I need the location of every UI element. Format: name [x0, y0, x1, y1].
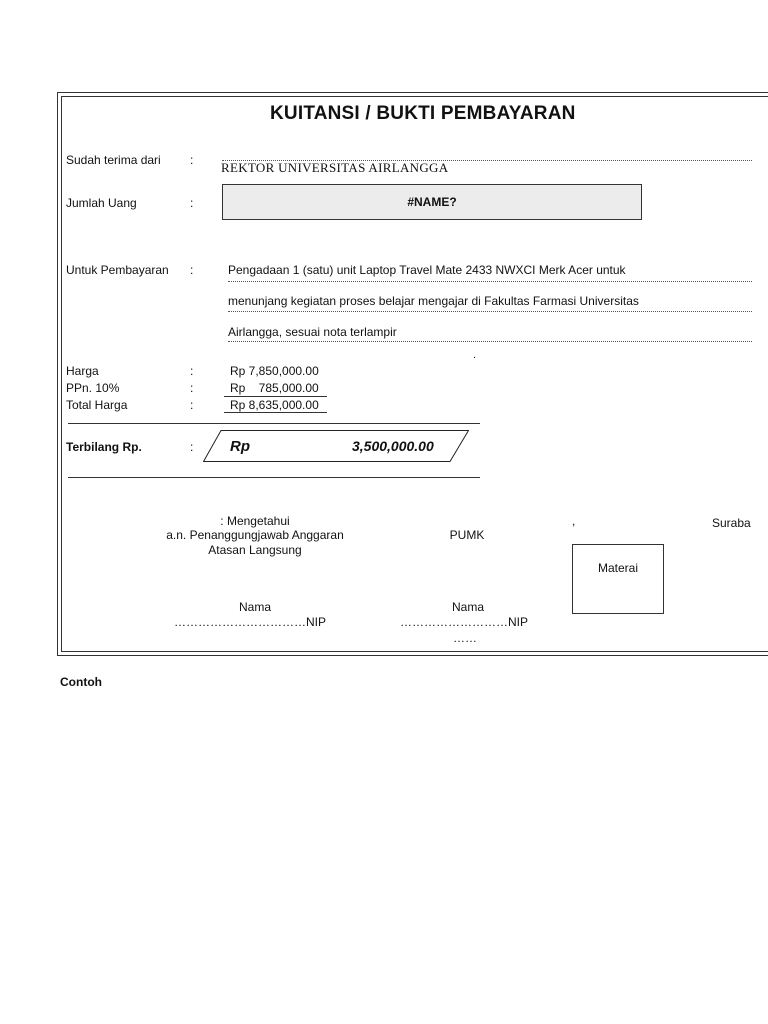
pumk-text: PUMK	[449, 528, 485, 542]
subtotal-rule	[224, 396, 327, 397]
terbilang-colon: :	[190, 440, 194, 454]
total-label: Total Harga	[66, 398, 128, 412]
date-comma: ,	[572, 514, 576, 528]
terbilang-bottom-rule	[68, 477, 480, 478]
terbilang-top-rule	[68, 423, 480, 424]
purpose-line-1: Pengadaan 1 (satu) unit Laptop Travel Mate 2433 NWXCI Merk Acer untuk	[228, 263, 626, 277]
materai-box	[572, 544, 664, 614]
harga-label: Harga	[66, 364, 99, 378]
terbilang-currency: Rp	[230, 438, 250, 455]
purpose-dotted-line-3	[228, 341, 752, 342]
ppn-value: Rp 785,000.00	[230, 381, 319, 395]
contoh-label: Contoh	[60, 675, 102, 689]
harga-value: Rp 7,850,000.00	[230, 364, 319, 378]
mengetahui-text: : Mengetahui	[220, 514, 290, 528]
total-underline	[224, 412, 327, 413]
purpose-colon: :	[190, 263, 194, 277]
amount-value: #NAME?	[407, 195, 457, 209]
nip-right-continuation: ……	[453, 631, 477, 645]
nip-left-line: ……………………………NIP	[174, 615, 327, 629]
city-text: Suraba	[712, 516, 751, 530]
received-from-label: Sudah terima dari	[66, 153, 161, 167]
nama-right-label: Nama	[451, 600, 484, 614]
purpose-dotted-line-2	[228, 311, 752, 312]
materai-label: Materai	[597, 561, 638, 575]
received-from-colon: :	[190, 153, 194, 167]
terbilang-label: Terbilang Rp.	[66, 440, 142, 454]
an-penanggungjawab-text: a.n. Penanggungjawab Anggaran	[166, 528, 344, 542]
total-colon: :	[190, 398, 194, 412]
purpose-line-3: Airlangga, sesuai nota terlampir	[228, 325, 397, 339]
ppn-label: PPn. 10%	[66, 381, 120, 395]
amount-colon: :	[190, 196, 194, 210]
amount-label: Jumlah Uang	[66, 196, 137, 210]
receipt-title: KUITANSI / BUKTI PEMBAYARAN	[270, 103, 576, 124]
received-from-value: REKTOR UNIVERSITAS AIRLANGGA	[221, 160, 449, 175]
stray-dot: .	[473, 349, 477, 361]
total-value: Rp 8,635,000.00	[230, 398, 319, 412]
atasan-langsung-text: Atasan Langsung	[208, 543, 302, 557]
purpose-dotted-line-1	[228, 281, 752, 282]
harga-colon: :	[190, 364, 194, 378]
nip-right-line: ………………………NIP	[400, 615, 529, 629]
ppn-colon: :	[190, 381, 194, 395]
amount-value-box	[222, 184, 642, 220]
purpose-label: Untuk Pembayaran	[66, 263, 169, 277]
purpose-line-2: menunjang kegiatan proses belajar mengajar di Fakultas Farmasi Universitas	[228, 294, 639, 308]
terbilang-value: 3,500,000.00	[352, 438, 434, 454]
nama-left-label: Nama	[238, 600, 271, 614]
